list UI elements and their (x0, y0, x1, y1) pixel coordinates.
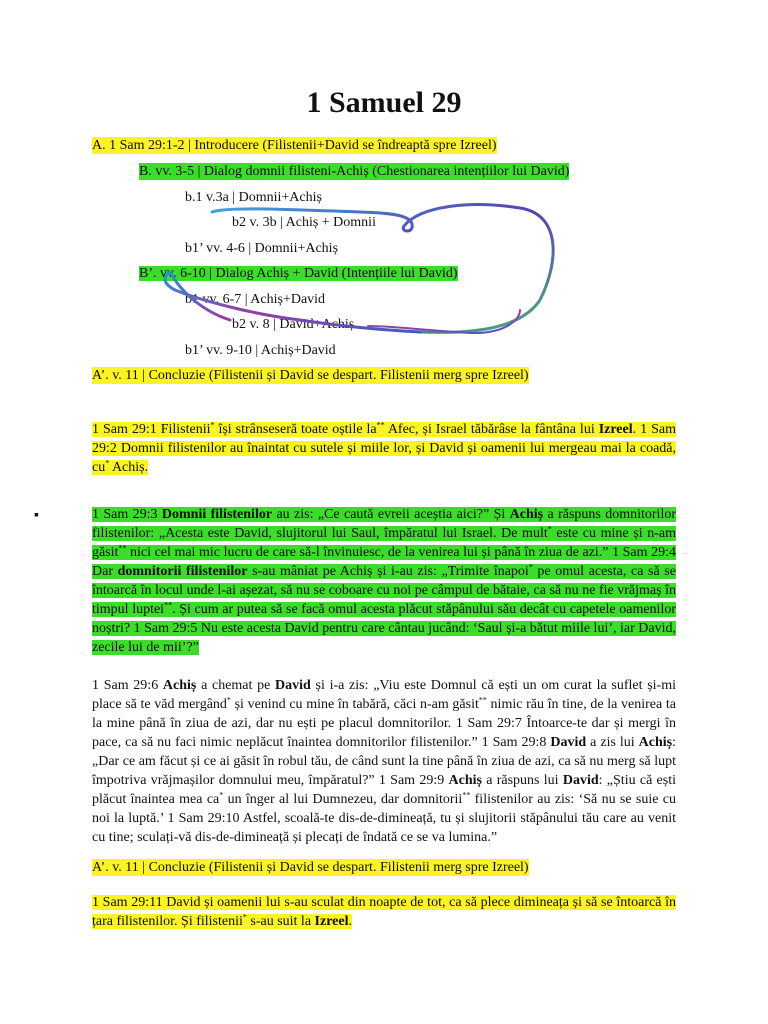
outline-bp1-prime: b1’ vv. 9-10 | Achiș+David (185, 343, 336, 358)
page-title: 1 Samuel 29 (306, 86, 462, 119)
outline-a-prime: A’. v. 11 | Concluzie (Filistenii și David se despart. Filistenii merg spre Izreel) (92, 368, 529, 383)
outline-b2: b2 v. 3b | Achiș + Domnii (232, 215, 376, 230)
bullet-marker: ▪ (34, 508, 39, 523)
outline-b-prime-text: B’. vv. 6-10 | Dialog Achiș + David (Intențiile lui David) (139, 266, 458, 281)
outline-a: A. 1 Sam 29:1-2 | Introducere (Filistenii+David se îndreaptă spre Izreel) (92, 138, 497, 153)
passage-29-3-5 (92, 505, 676, 657)
outline-b1: b.1 v.3a | Domnii+Achiș (185, 190, 322, 205)
outline-bp2: b2 v. 8 | David+Achiș (232, 317, 355, 332)
passage-29-1-2 (92, 420, 676, 477)
loop-lower (165, 272, 420, 332)
passage-29-3-5-text: 1 Sam 29:3 Domnii filistenilor au zis: „Ce caută evreii aceștia aici?” Și Achiș a răspuns domnitorilor filistenilor: „Acesta este David, slujitorul lui Saul, împăratul lui Israel. De mult* este cu mine și n-am găsit** nici cel mai mic lucru de care să-l învinuiesc, de la venirea lui și până în ziua de azi.” 1 Sam 29:4 Dar domnitorii filistenilor s-au mâniat pe Achiș și i-au zis: „Trimite înapoi* pe omul acesta, ca să se întoarcă în locul unde l-ai așezat, să nu se coboare cu noi pe câmpul de bătaie, ca să nu ne fie vrăjmaș în timpul luptei**. Și cum ar putea să se facă omul acesta plăcut stăpânului său decât cu capetele oamenilor noștri? 1 Sam 29:5 Nu este acesta David pentru care cântau jucând: ‘Saul și-a bătut miile lui’, iar David, zecile lui de mii’?” (92, 507, 676, 655)
passage-29-6-10: 1 Sam 29:6 Achiș a chemat pe David și i-a zis: „Viu este Domnul că ești un om curat la suflet și-mi place să te văd mergând* și venind cu mine în tabără, căci n-am găsit** nimic rău în tine, de la venirea ta la mine până în ziua de azi, dar nu ești pe placul domnitorilor. 1 Sam 29:7 Întoarce-te dar și mergi în pace, ca să nu faci nimic neplăcut înaintea domnitorilor filistenilor.” 1 Sam 29:8 David a zis lui Achiș: „Dar ce am făcut și ce ai găsit în robul tău, de când sunt la tine până în ziua de azi, ca să nu merg să lupt împotriva vrăjmașilor domnului meu, împăratul?” 1 Sam 29:9 Achiș a răspuns lui David: „Știu că ești plăcut înaintea mea ca* un înger al lui Dumnezeu, dar domnitorii** filistenilor au zis: ‘Să nu se suie cu noi la luptă.’ 1 Sam 29:10 Astfel, scoală-te dis-de-dimineață, tu și slujitorii stăpânului tău care au venit cu tine; sculați-vă dis-de-dimineață și plecați de îndată ce se va lumina.” (92, 678, 677, 845)
outline-bp1: b1 vv. 6-7 | Achiș+David (185, 292, 326, 307)
passage-29-1-2-text: 1 Sam 29:1 Filistenii* își strânseseră toate oștile la** Afec, și Israel tăbărâse la fântâna lui Izreel. 1 Sam 29:2 Domnii filistenilor au înaintat cu sutele și miile lor, și David și oamenii lui mergeau mai la coadă, cu* Achiș. (92, 420, 676, 475)
outline-b1-prime: b1’ vv. 4-6 | Domnii+Achiș (185, 241, 339, 256)
conclusion-a-prime: A’. v. 11 | Concluzie (Filistenii și David se despart. Filistenii merg spre Izreel) (92, 860, 529, 875)
passage-29-11-text: 1 Sam 29:11 David și oamenii lui s-au sculat din noapte de tot, ca să plece dimineața și să se întoarcă în țara filistenilor. Și filistenii* s-au suit la Izreel. (92, 895, 676, 929)
passage-29-11 (92, 893, 676, 931)
outline-b: B. vv. 3-5 | Dialog domnii filisteni-Achiș (Chestionarea intențiilor lui David) (139, 164, 570, 179)
